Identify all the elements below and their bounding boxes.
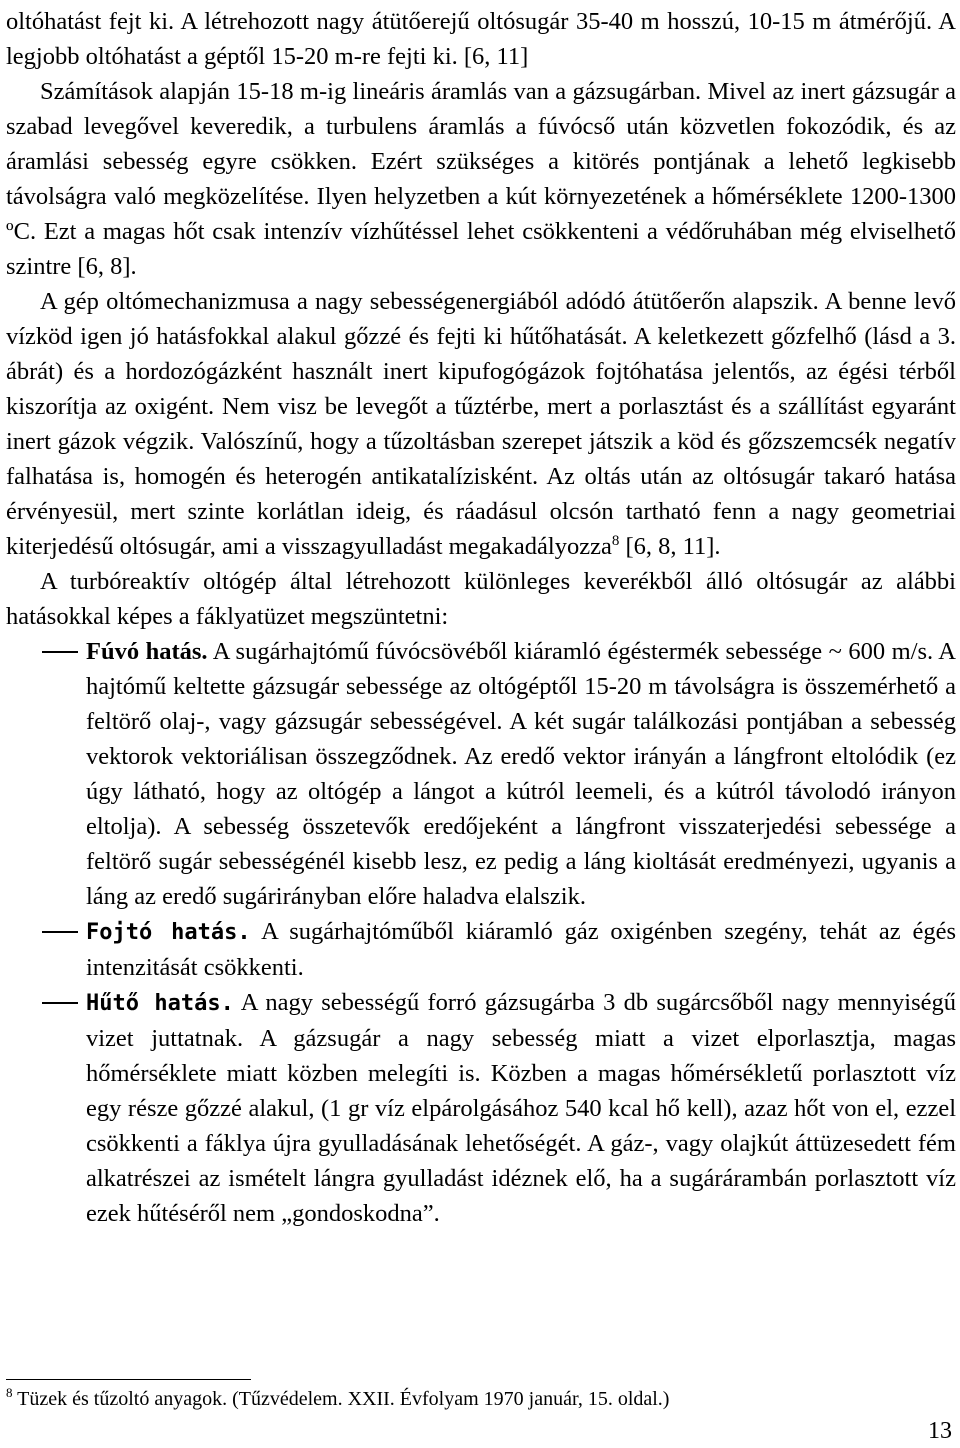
list-item-fuvo bbox=[6, 634, 956, 914]
list-item-body: A nagy sebességű forró gázsugárba 3 db sugárcsőből nagy mennyiségű vizet juttatnak. A gázsugár a nagy sebesség miatt a vizet elporlasztja, magas hőmérséklete miatt közben melegíti is. Közben a magas hőmérsékletű porlasztott víz egy része gőzzé alakul, (1 gr víz elpárolgásához 540 kcal hő kell), azaz hőt von el, ezzel csökkenti a fáklya újra gyulladásának lehetőségét. A gáz-, vagy olajkút áttüzesedett fém alkatrészei az ismételt lángra gyulladást idéznek elő, ha a sugárárambán porlasztott víz ezek hűtéséről nem „gondoskodna”. bbox=[86, 989, 957, 1227]
footnote-mark: 8 bbox=[6, 1385, 13, 1400]
paragraph-3-text: A gép oltómechanizmusa a nagy sebességenergiából adódó átütőerőn alapszik. A benne levő vízköd igen jó hatásfokkal alakul gőzzé és fejti ki hűtőhatását. A keletkezett gőzfelhő (lásd a 3. ábrát) és a hordozógázként használt inert kipufogógázok fojtóhatása jelentős, az égési térből kiszorítja az oxigént. Nem visz be levegőt a tűztérbe, mert a porlasztást és a szállítást egyaránt inert gázok végzik. Valószínű, hogy a tűzoltásban szerepet játszik a köd és gőzszemcsék negatív falhatása is, homogén és heterogén antikatalízisként. Az oltás után az oltósugár takaró hatása érvényesül, mert szinte korlátlan ideig, és ráadásul olcsón tartható fenn a nagy geometriai kiterjedésű oltósugár, ami a visszagyulladást megakadályozza bbox=[6, 288, 956, 560]
list-item-body: A sugárhajtóműből kiáramló gáz oxigénben szegény, tehát az égés intenzitását csökkenti. bbox=[86, 918, 956, 981]
list-item-text bbox=[86, 634, 956, 914]
paragraph-4: A turbóreaktív oltógép által létrehozott különleges keverékből álló oltósugár az alábbi hatásokkal képes a fáklyatüzet megszüntetni: bbox=[6, 568, 956, 630]
list-item-text bbox=[86, 914, 956, 985]
em-dash-bullet bbox=[42, 1002, 78, 1004]
list-item-body: A sugárhajtómű fúvócsövéből kiáramló égéstermék sebessége ~ 600 m/s. A hajtómű keltette gázsugár sebessége az oltógéptől 15-20 m távolságra is összemérhető a feltörő olaj-, vagy gázsugár sebességével. A két sugár találkozási pontjában a sebesség vektorok vektoriálisan összegződnek. Az eredő vektor irányán a lángfront eltolódik (ez úgy látható, hogy az oltógép a lángot a kútról leemeli, és a kútról távolodó irányon eltolja). A sebesség összetevők eredőjeként a lángfront visszaterjedési sebessége a feltörő sugár sebességénél kisebb lesz, ez pedig a láng kioltását eredményezi, ugyanis a láng az eredő sugárirányban előre haladva elalszik. bbox=[86, 638, 956, 910]
footnote-separator bbox=[6, 1379, 251, 1380]
list-item-fojto bbox=[6, 914, 956, 985]
list-item-text bbox=[86, 985, 956, 1231]
footnote-reference: 8 bbox=[611, 533, 620, 549]
document-page bbox=[6, 0, 956, 1231]
list-item-lead: Fúvó hatás. bbox=[86, 638, 208, 665]
list-item-lead: Fojtó hatás. bbox=[86, 920, 251, 945]
footnote bbox=[6, 1386, 669, 1412]
page-number: 13 bbox=[928, 1418, 952, 1444]
em-dash-bullet bbox=[42, 651, 78, 653]
paragraph-3 bbox=[6, 284, 956, 564]
list-item-lead: Hűtő hatás. bbox=[86, 991, 234, 1016]
list-item-huto bbox=[6, 985, 956, 1231]
paragraph-2: Számítások alapján 15-18 m-ig lineáris áramlás van a gázsugárban. Mivel az inert gázsugár a szabad levegővel keveredik, a turbulens áramlás a fúvócső után közvetlen fokozódik, és az áramlási sebesség egyre csökken. Ezért szükséges a kitörés pontjának a lehető legkisebb távolságra való megközelítése. Ilyen helyzetben a kút környezetének a hőmérséklete 1200-1300 ºC. Ezt a magas hőt csak intenzív vízhűtéssel lehet csökkenteni a védőruhában még elviselhető szintre [6, 8]. bbox=[6, 78, 956, 280]
paragraph-3-tail: [6, 8, 11]. bbox=[619, 533, 721, 560]
footnote-text: Tüzek és tűzoltó anyagok. (Tűzvédelem. XXII. Évfolyam 1970 január, 15. oldal.) bbox=[12, 1388, 670, 1410]
paragraph-1: oltóhatást fejt ki. A létrehozott nagy átütőerejű oltósugár 35-40 m hosszú, 10-15 m átmérőjű. A legjobb oltóhatást a géptől 15-20 m-re fejti ki. [6, 11] bbox=[6, 8, 956, 70]
em-dash-bullet bbox=[42, 931, 78, 933]
